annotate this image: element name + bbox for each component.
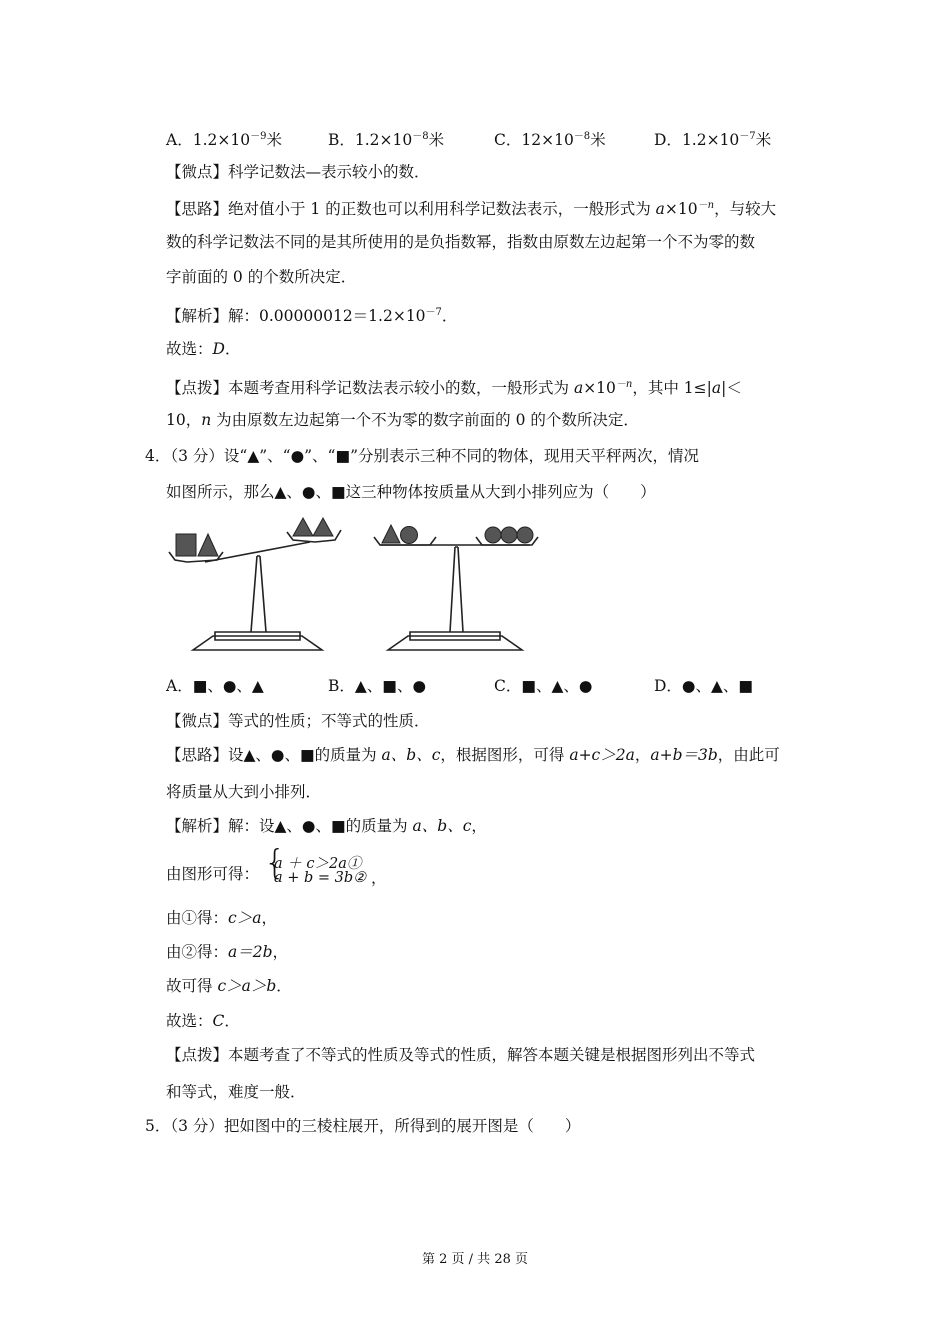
q4-silu-line2: 将质量从大到小排列． (166, 783, 322, 801)
q3-silu-line3: 字前面的 0 的个数所决定． (166, 268, 357, 286)
q4-option-d: D．●、▲、■ (654, 677, 754, 695)
triangle-shape (198, 534, 218, 556)
q3-silu-line2: 数的科学记数法不同的是其所使用的是负指数幂，指数由原数左边起第一个不为零的数 (166, 233, 756, 251)
system-suffix: ， (371, 869, 387, 887)
q4-option-b: B．▲、■、● (328, 677, 426, 695)
circle-shape (401, 527, 418, 544)
scale1-pillar (251, 556, 266, 632)
q4-weidian: 【微点】等式的性质；不等式的性质． (166, 712, 430, 730)
scale2-base (388, 632, 522, 650)
triangle-shape (313, 518, 333, 536)
system-eq1: a ＋ c＞2a① (274, 856, 362, 872)
brace-icon: { (264, 843, 286, 883)
q4-jiexi: 【解析】解：设▲、●、■的质量为 a、b、c， (166, 817, 487, 835)
q4-stem-line2: 如图所示，那么▲、●、■这三种物体按质量从大到小排列应为（ ） (166, 483, 656, 501)
q3-jiexi: 【解析】解：$0.00000012=1.2\times 10^{-7}$． (166, 307, 458, 325)
q4-step1: 由①得：c＞a， (166, 909, 277, 927)
circle-shape (485, 527, 501, 543)
q4-dianbo-line1: 【点拨】本题考查了不等式的性质及等式的性质，解答本题关键是根据图形列出不等式 (166, 1046, 756, 1064)
q3-answer: 故选：D． (166, 340, 241, 358)
q4-step2: 由②得：a＝2b， (166, 943, 289, 961)
system-prefix: 由图形可得： (166, 865, 260, 883)
scale2-pillar (450, 547, 463, 632)
q4-dianbo-line2: 和等式，难度一般． (166, 1083, 306, 1101)
q4-option-c: C．■、▲、● (494, 677, 593, 695)
square-shape (176, 534, 196, 556)
circle-shape (501, 527, 517, 543)
q4-option-a: A．■、●、▲ (166, 677, 264, 695)
balance-scale-2 (370, 515, 545, 657)
q3-weidian: 【微点】科学记数法—表示较小的数． (166, 163, 430, 181)
q3-silu-line1: 【思路】绝对值小于 1 的正数也可以利用科学记数法表示，一般形式为 $a\times 10^{-n}$，与较大 (166, 200, 777, 218)
q3-option-a: A．$1.2\times 10^{-9}$米 (166, 131, 282, 149)
system-eq2: a + b = 3b② (274, 870, 367, 886)
q5-stem: 5．（3 分）把如图中的三棱柱展开，所得到的展开图是（ ） (145, 1117, 581, 1135)
q4-stem-line1: 4．（3 分）设“▲”、“●”、“■”分别表示三种不同的物体，现用天平秤两次，情况 (145, 447, 700, 465)
q3-dianbo-line1: 【点拨】本题考查用科学记数法表示较小的数，一般形式为 $a\times 10^{-n}$，其中 1≤|a|＜ (166, 379, 742, 397)
circle-shape (517, 527, 533, 543)
q4-answer: 故选：C． (166, 1012, 240, 1030)
scale1-base (193, 632, 322, 650)
q4-silu-line1: 【思路】设▲、●、■的质量为 a、b、c，根据图形，可得 a+c＞2a，a+b＝3b，由此可 (166, 746, 780, 764)
q3-option-b: B．$1.2\times 10^{-8}$米 (328, 131, 445, 149)
q3-option-c: C．$12\times 10^{-8}$米 (494, 131, 606, 149)
balance-scale-1 (165, 512, 345, 657)
triangle-shape (382, 525, 400, 543)
q3-dianbo-line2: 10，n 为由原数左边起第一个不为零的数字前面的 0 的个数所决定． (166, 411, 639, 429)
q3-option-d: D．$1.2\times 10^{-7}$米 (654, 131, 772, 149)
triangle-shape (293, 518, 313, 536)
page-footer: 第 2 页 / 共 28 页 (422, 1252, 528, 1267)
q4-step3: 故可得 c＞a＞b． (166, 977, 292, 995)
